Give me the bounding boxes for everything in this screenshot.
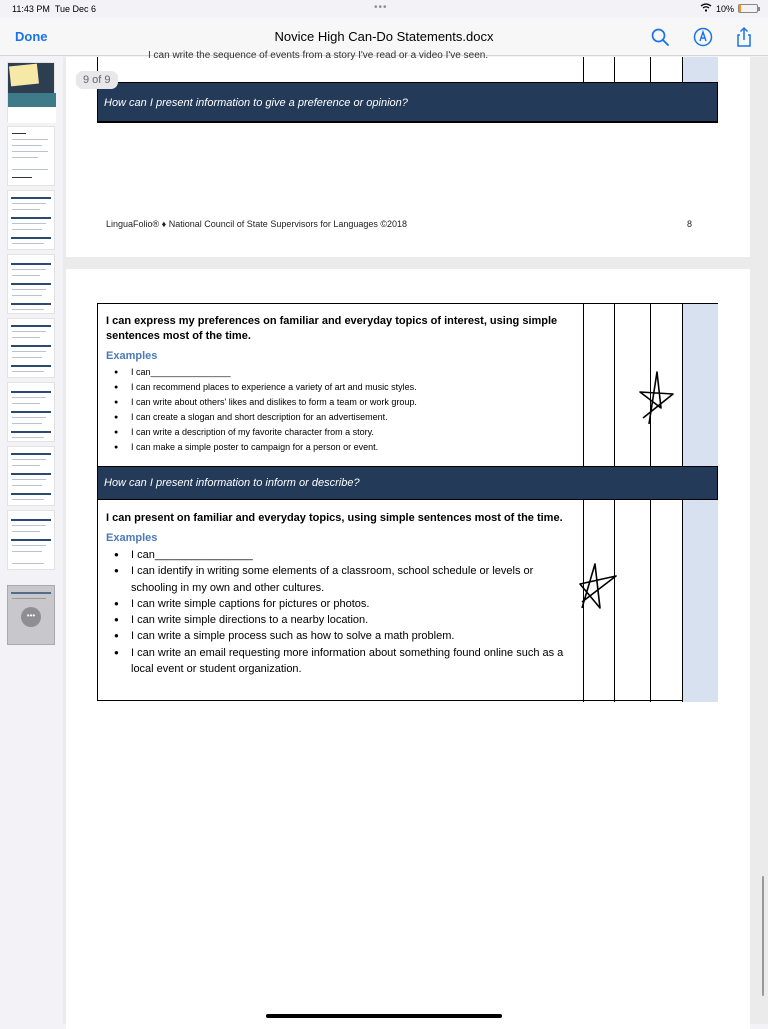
preferences-statement: I can express my preferences on familiar and everyday topics of interest, using simple sentences most of the time. [106, 315, 558, 342]
thumbnail-page-8[interactable] [7, 510, 55, 570]
markup-icon[interactable] [692, 26, 714, 48]
examples-label: Examples [106, 532, 158, 544]
list-item: ● I can write a description of my favorite character from a story. [106, 425, 578, 440]
list-item: ● I can write about others' likes and dislikes to form a team or work group. [106, 395, 578, 410]
list-item: ● I can________________ [106, 365, 578, 380]
question-preference-row: How can I present information to give a preference or opinion? [98, 82, 717, 122]
examples-label: Examples [106, 350, 158, 362]
search-icon[interactable] [649, 26, 671, 48]
page-counter-badge: 9 of 9 [76, 71, 118, 89]
list-item: ● I can make a simple poster to campaign for a person or event. [106, 440, 578, 455]
page-footer [106, 219, 693, 229]
thumbnail-page-1[interactable] [7, 62, 55, 122]
cut-off-example: I can write the sequence of events from a story I've read or a video I've seen. [148, 50, 489, 61]
share-icon[interactable] [733, 26, 755, 48]
footer-text: LinguaFolio® ♦ National Council of State Supervisors for Languages ©2018 [106, 219, 408, 229]
page-number: 8 [687, 219, 693, 229]
status-bar [0, 0, 768, 18]
statement-table-top [97, 50, 718, 123]
list-item: ● I can write simple captions for pictures or photos. [106, 596, 578, 612]
battery-icon [738, 4, 758, 13]
thumbnail-page-9[interactable] [7, 585, 55, 645]
list-item: ● I can write a simple process such as how to solve a math problem. [106, 628, 578, 644]
present-cell [106, 511, 578, 677]
statement-table [97, 303, 718, 701]
thumbnail-page-4[interactable] [7, 254, 55, 314]
document-title: Novice High Can-Do Statements.docx [274, 29, 494, 44]
battery-percent: 10% [715, 3, 734, 14]
list-item: ● I can identify in writing some elements of a classroom, school schedule or levels or schooling in my own and other cultures. [106, 563, 578, 596]
present-statement: I can present on familiar and everyday topics, using simple sentences most of the time. [106, 512, 563, 524]
question-inform-row: How can I present information to inform or describe? [98, 466, 717, 500]
preferences-examples-list [106, 365, 578, 455]
thumbnail-sidebar [0, 57, 63, 1024]
preferences-cell [106, 314, 578, 455]
status-right [700, 3, 758, 14]
thumbnail-page-6[interactable] [7, 382, 55, 442]
thumbnail-page-3[interactable] [7, 190, 55, 250]
more-icon[interactable]: ••• [21, 607, 41, 627]
list-item: ● I can create a slogan and short description for an advertisement. [106, 410, 578, 425]
thumbnail-page-5[interactable] [7, 318, 55, 378]
list-item: ● I can recommend places to experience a variety of art and music styles. [106, 380, 578, 395]
star-mark-icon [576, 562, 622, 617]
status-time: 11:43 PM Tue Dec 6 [12, 4, 97, 14]
list-item: ● I can________________ [106, 547, 578, 563]
thumbnail-page-2[interactable] [7, 126, 55, 186]
document-view[interactable] [63, 50, 768, 1024]
page-9 [66, 269, 750, 1029]
done-button[interactable]: Done [15, 29, 48, 44]
home-indicator[interactable] [266, 1014, 502, 1018]
thumbnail-page-7[interactable] [7, 446, 55, 506]
star-mark-icon [637, 368, 677, 431]
list-item: ● I can write simple directions to a nearby location. [106, 612, 578, 628]
list-item: ● I can write an email requesting more information about something found online such as a local event or student organization. [106, 645, 578, 678]
present-examples-list [106, 547, 578, 677]
multitask-dots[interactable]: ••• [374, 2, 388, 13]
scroll-indicator[interactable] [762, 876, 764, 996]
wifi-icon [700, 3, 712, 14]
page-8 [66, 50, 750, 257]
